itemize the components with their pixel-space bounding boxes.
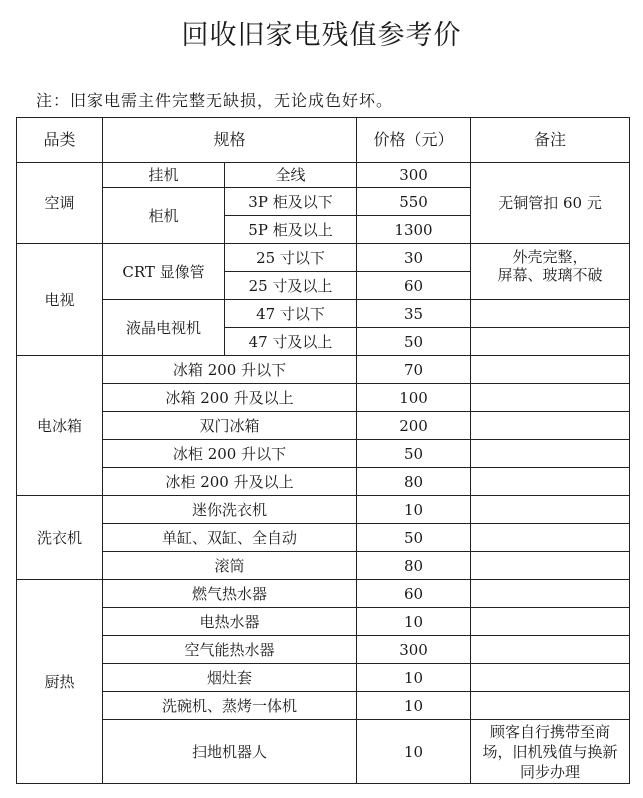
remark-cell [471,608,630,636]
remark-cell [471,384,630,412]
subspec-cell: 5P 柜及以上 [225,216,357,244]
price-cell: 35 [357,300,471,328]
spec-cell: 燃气热水器 [103,580,357,608]
spec-cell: 冰柜 200 升以下 [103,440,357,468]
remark-cell [471,580,630,608]
table-row [17,636,630,664]
price-cell: 80 [357,468,471,496]
remark-cell [471,440,630,468]
remark-cell [471,328,630,356]
remark-cell [471,300,630,328]
subspec-cell: 25 寸及以上 [225,272,357,300]
spec-cell: 冰箱 200 升及以上 [103,384,357,412]
price-cell: 80 [357,552,471,580]
header-spec: 规格 [103,118,357,163]
subspec-cell: 47 寸以下 [225,300,357,328]
page-title: 回收旧家电残值参考价 [181,20,462,51]
remark-cell [471,468,630,496]
table-row [17,356,630,384]
remark-line: 屏幕、玻璃不破 [497,266,603,284]
spec-cell: 单缸、双缸、全自动 [103,524,357,552]
category-cell: 电视 [17,244,103,356]
header-remark: 备注 [471,118,630,163]
remark-cell: 无铜管扣 60 元 [471,163,630,244]
spec-cell: 扫地机器人 [103,720,357,784]
remark-cell [471,496,630,524]
subspec-cell: 3P 柜及以下 [225,188,357,216]
table-row [17,496,630,524]
category-cell: 洗衣机 [17,496,103,580]
table-row [17,720,630,784]
spec-cell: 烟灶套 [103,664,357,692]
table-row [17,300,630,328]
table-row [17,468,630,496]
spec-cell: CRT 显像管 [103,244,225,300]
table-row [17,608,630,636]
spec-cell: 冰柜 200 升及以上 [103,468,357,496]
table-row [17,384,630,412]
remark-cell [471,244,630,300]
price-cell: 10 [357,692,471,720]
spec-cell: 滚筒 [103,552,357,580]
spec-cell: 电热水器 [103,608,357,636]
category-cell: 空调 [17,163,103,244]
price-cell: 50 [357,328,471,356]
price-cell: 300 [357,636,471,664]
price-cell: 50 [357,524,471,552]
table-row [17,163,630,188]
table-row [17,580,630,608]
remark-cell [471,524,630,552]
table-row [17,412,630,440]
price-cell: 100 [357,384,471,412]
price-cell: 70 [357,356,471,384]
price-table [16,117,630,784]
remark-cell [471,664,630,692]
price-cell: 60 [357,580,471,608]
spec-cell: 液晶电视机 [103,300,225,356]
spec-cell: 柜机 [103,188,225,244]
price-cell: 10 [357,664,471,692]
subspec-cell: 47 寸及以上 [225,328,357,356]
header-row [17,118,630,163]
note-text: 注：旧家电需主件完整无缺损，无论成色好坏。 [36,91,394,110]
remark-cell [471,412,630,440]
category-cell: 电冰箱 [17,356,103,496]
table-row [17,552,630,580]
spec-cell: 挂机 [103,163,225,188]
table-row [17,692,630,720]
remark-cell: 顾客自行携带至商场，旧机残值与换新同步办理 [471,720,630,784]
header-price: 价格（元） [357,118,471,163]
price-cell: 550 [357,188,471,216]
subspec-cell: 25 寸以下 [225,244,357,272]
price-cell: 1300 [357,216,471,244]
price-cell: 10 [357,608,471,636]
spec-cell: 洗碗机、蒸烤一体机 [103,692,357,720]
table-row [17,664,630,692]
spec-cell: 空气能热水器 [103,636,357,664]
remark-cell [471,552,630,580]
price-cell: 50 [357,440,471,468]
table-row [17,440,630,468]
subspec-cell: 全线 [225,163,357,188]
remark-cell [471,692,630,720]
price-cell: 60 [357,272,471,300]
price-cell: 10 [357,720,471,784]
table-row [17,244,630,272]
category-cell: 厨热 [17,580,103,784]
price-cell: 300 [357,163,471,188]
price-cell: 30 [357,244,471,272]
remark-cell [471,636,630,664]
price-cell: 200 [357,412,471,440]
spec-cell: 双门冰箱 [103,412,357,440]
remark-cell [471,356,630,384]
spec-cell: 迷你洗衣机 [103,496,357,524]
spec-cell: 冰箱 200 升以下 [103,356,357,384]
header-category: 品类 [17,118,103,163]
price-cell: 10 [357,496,471,524]
table-row [17,524,630,552]
remark-line: 外壳完整， [512,248,588,266]
